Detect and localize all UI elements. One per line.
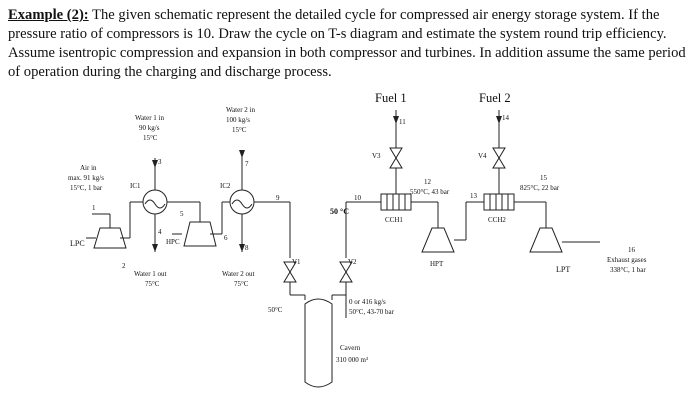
- lpt-label: LPT: [556, 265, 571, 274]
- ic2-label: IC2: [220, 182, 231, 190]
- v3-valve-icon[interactable]: [390, 148, 402, 158]
- node-10: 10: [354, 194, 361, 202]
- v4-label: V4: [478, 152, 487, 160]
- water1-out-line1: Water 1 out: [134, 270, 167, 278]
- state15-conditions: 825°C, 22 bar: [520, 184, 560, 192]
- node-7: 7: [245, 160, 249, 168]
- cavern-flow-line2: 50°C, 43-70 bar: [349, 308, 394, 316]
- example-label: Example (2):: [8, 7, 89, 23]
- node-9: 9: [276, 194, 280, 202]
- cavern-volume: 310 000 m³: [336, 356, 369, 364]
- water1-in-line1: Water 1 in: [135, 114, 164, 122]
- water1-out-line2: 75°C: [145, 280, 160, 288]
- node-5: 5: [180, 210, 184, 218]
- cavern-tank: [305, 299, 332, 387]
- cch2-combustor: [484, 194, 514, 210]
- temp-50c-v1-label: 50°C: [268, 306, 283, 314]
- lpt-turbine: [530, 228, 562, 252]
- air-in-line3: 15°C, 1 bar: [70, 184, 103, 192]
- v4-valve-icon[interactable]: [493, 148, 505, 158]
- node-1: 1: [92, 204, 96, 212]
- cch2-label: CCH2: [488, 216, 506, 224]
- water2-in-line2: 100 kg/s: [226, 116, 250, 124]
- schematic-diagram: [0, 84, 700, 398]
- hpt-label: HPT: [430, 260, 444, 268]
- node-14: 14: [502, 114, 509, 122]
- node-13: 13: [470, 192, 477, 200]
- air-in-line2: max. 91 kg/s: [68, 174, 104, 182]
- state12-number: 12: [424, 178, 431, 186]
- node-11: 11: [399, 118, 406, 126]
- problem-statement: [8, 6, 694, 82]
- water1-in-line3: 15°C: [143, 134, 158, 142]
- state15-number: 15: [540, 174, 547, 182]
- water2-in-line3: 15°C: [232, 126, 247, 134]
- v2-label: V2: [348, 258, 357, 266]
- state16-line2: Exhaust gases: [607, 256, 647, 264]
- node-6: 6: [224, 234, 228, 242]
- node-3: 3: [158, 158, 162, 166]
- water2-out-line1: Water 2 out: [222, 270, 255, 278]
- node-2: 2: [122, 262, 126, 270]
- water2-out-line2: 75°C: [234, 280, 249, 288]
- cch1-combustor: [381, 194, 411, 210]
- state12-conditions: 550°C, 43 bar: [410, 188, 450, 196]
- temp-50c-label: 50 °C: [330, 207, 349, 216]
- water1-in-line2: 90 kg/s: [139, 124, 160, 132]
- state16-line3: 338°C, 1 bar: [610, 266, 646, 274]
- cavern-label: Cavern: [340, 344, 361, 352]
- node-4: 4: [158, 228, 162, 236]
- state16-number: 16: [628, 246, 635, 254]
- fuel1-label: Fuel 1: [375, 91, 407, 105]
- v1-label: V1: [292, 258, 301, 266]
- hpt-turbine: [422, 228, 454, 252]
- node-8: 8: [245, 244, 249, 252]
- water2-in-line1: Water 2 in: [226, 106, 255, 114]
- cch1-label: CCH1: [385, 216, 403, 224]
- ic1-label: IC1: [130, 182, 141, 190]
- fuel2-label: Fuel 2: [479, 91, 511, 105]
- hpc-label: HPC: [166, 238, 180, 246]
- cavern-flow-line1: 0 or 416 kg/s: [349, 298, 386, 306]
- problem-text: The given schematic represent the detailed cycle for compressed air energy storage system. If the pressure ratio of compressors is 10. Draw the cycle on T-s diagram and estimate the system round trip efficiency. Assume isentropic compression and expansion in both compressor and turbines. In addition assume the same period of operation during the charging and discharge process.: [8, 7, 686, 80]
- v3-label: V3: [372, 152, 381, 160]
- air-in-line1: Air in: [80, 164, 97, 172]
- lpc-label: LPC: [70, 239, 85, 248]
